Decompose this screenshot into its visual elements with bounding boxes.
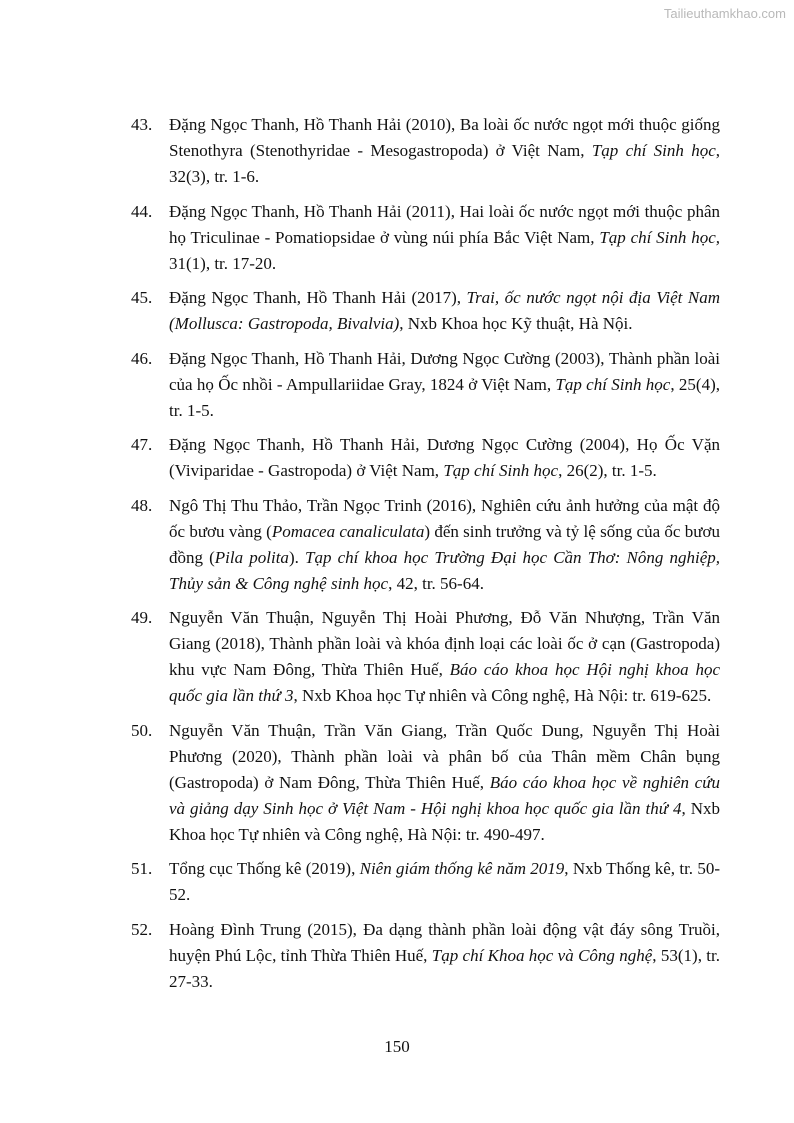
reference-number: 48.	[131, 495, 153, 515]
reference-number: 52.	[131, 919, 153, 939]
reference-italic-segment: Niên giám thống kê năm 2019	[359, 859, 565, 878]
reference-segment: Đặng Ngọc Thanh, Hồ Thanh Hải (2010), Ba loài ốc nước ngọt mới thuộc giống Stenothyra (Stenothyridae - Mesogastropoda) ở Việt Nam,	[169, 115, 720, 160]
reference-number: 45.	[131, 288, 153, 307]
reference-text	[169, 432, 720, 484]
reference-text	[169, 285, 720, 337]
reference-segment: Đặng Ngọc Thanh, Hồ Thanh Hải, Dương Ngọc Cường (2003), Thành phần loài của họ Ốc nhồi - Ampullariidae Gray, 1824 ở Việt Nam,	[169, 348, 720, 394]
reference-segment: , Nxb Khoa học Kỹ thuật, Hà Nội.	[399, 314, 633, 333]
reference-item	[131, 605, 720, 709]
reference-text	[169, 199, 720, 277]
reference-segment: , 25(4), tr. 1-5.	[169, 374, 720, 420]
reference-italic-segment: Tạp chí Khoa học và Công nghệ	[431, 945, 653, 965]
reference-segment: Tổng cục Thống kê (2019),	[169, 859, 360, 878]
reference-segment: Hoàng Đình Trung (2015), Đa dạng thành phần loài động vật đáy sông Truồi, huyện Phú Lộc, tỉnh Thừa Thiên Huế,	[169, 919, 720, 965]
reference-italic-segment: Tạp chí khoa học Trường Đại học Cần Thơ: Nông nghiệp, Thủy sản & Công nghệ sinh học	[169, 547, 720, 593]
reference-text	[169, 493, 720, 597]
reference-item	[131, 493, 720, 597]
reference-segment: 31(1), tr. 17-20.	[169, 253, 277, 273]
reference-segment: , Nxb Khoa học Tự nhiên và Công nghệ, Hà Nội: tr. 490-497.	[169, 798, 720, 844]
reference-text	[169, 718, 720, 848]
reference-list	[131, 112, 720, 1003]
reference-number: 44.	[131, 201, 153, 221]
reference-segment: , 26(2), tr. 1-5.	[558, 461, 657, 480]
reference-segment: Nguyễn Văn Thuận, Nguyễn Thị Hoài Phương, Đỗ Văn Nhượng, Trần Văn Giang (2018), Thành phần loài và khóa định loại các loài ốc ở cạn (Gastropoda) khu vực Nam Đông, Thừa Thiên Huế,	[169, 608, 720, 679]
reference-segment: , 32(3), tr. 1-6.	[169, 141, 720, 186]
reference-number: 49.	[131, 608, 153, 627]
reference-text	[169, 346, 720, 424]
reference-item	[131, 346, 720, 424]
reference-segment: Đặng Ngọc Thanh, Hồ Thanh Hải (2011), Hai loài ốc nước ngọt mới thuộc phân họ Triculinae - Pomatiopsidae ở vùng núi phía Bắc Việt Nam	[169, 201, 720, 247]
reference-item	[131, 285, 720, 337]
reference-italic-segment: Tạp chí Sinh học	[443, 461, 559, 480]
reference-segment: , Nxb Khoa học Tự nhiên và Công nghệ, Hà Nội: tr. 619-625.	[293, 686, 712, 705]
reference-item	[131, 199, 720, 277]
reference-number: 43.	[131, 115, 153, 134]
reference-number: 51.	[131, 859, 153, 878]
reference-item	[131, 432, 720, 484]
reference-segment: , 42, tr. 56-64.	[388, 573, 484, 593]
reference-segment: Nguyễn Văn Thuận, Trần Văn Giang, Trần Quốc Dung, Nguyễn Thị Hoài Phương (2020), Thành phần loài và phân bố của Thân mềm Chân bụng (Gastropoda) ở Nam Đông, Thừa Thiên Huế,	[169, 720, 720, 792]
reference-italic-segment: Pila polita	[214, 547, 289, 567]
reference-number: 47.	[131, 435, 153, 454]
reference-text	[169, 856, 720, 908]
reference-number: 50.	[131, 720, 153, 740]
reference-italic-segment: Tạp chí Sinh học	[555, 374, 671, 394]
reference-segment: Đặng Ngọc Thanh, Hồ Thanh Hải (2017),	[169, 288, 467, 307]
reference-italic-segment: Tạp chí Sinh học	[591, 141, 716, 160]
reference-segment: , 53(1), tr. 27-33.	[169, 945, 720, 991]
reference-text	[169, 112, 720, 190]
reference-number: 46.	[131, 348, 153, 368]
page-number: 150	[384, 1037, 410, 1056]
reference-item	[131, 856, 720, 908]
reference-segment: Ngô Thị Thu Thảo, Trần Ngọc Trinh (2016), Nghiên cứu ảnh hưởng của mật độ ốc bươu vàng (	[169, 495, 720, 541]
reference-italic-segment: Báo cáo khoa học Hội nghị khoa học quốc gia lần thứ 3	[169, 660, 720, 705]
watermark-text: Tailieuthamkhao.com	[663, 6, 786, 21]
reference-segment: , Nxb Thống kê, tr. 50-52.	[169, 859, 720, 904]
reference-item	[131, 718, 720, 848]
reference-segment: Đặng Ngọc Thanh, Hồ Thanh Hải, Dương Ngọc Cường (2004), Họ Ốc Vặn (Viviparidae - Gastropoda) ở Việt Nam,	[169, 435, 720, 480]
reference-italic-segment: Báo cáo khoa học về nghiên cứu và giảng dạy Sinh học ở Việt Nam - Hội nghị khoa học quốc gia lần thứ 4	[169, 772, 721, 818]
reference-italic-segment: Trai, ốc nước ngọt nội địa Việt Nam (Mollusca: Gastropoda, Bivalvia)	[169, 288, 720, 333]
reference-italic-segment: , Tạp chí Sinh học,	[590, 227, 720, 247]
reference-segment: ).	[288, 547, 305, 567]
reference-text	[169, 917, 720, 995]
reference-item	[131, 112, 720, 190]
reference-text	[169, 605, 720, 709]
reference-italic-segment: Pomacea canaliculata	[271, 521, 425, 541]
reference-segment: ) đến sinh trưởng và tỷ lệ sống của ốc bươu đồng (	[169, 521, 720, 567]
reference-item	[131, 917, 720, 995]
